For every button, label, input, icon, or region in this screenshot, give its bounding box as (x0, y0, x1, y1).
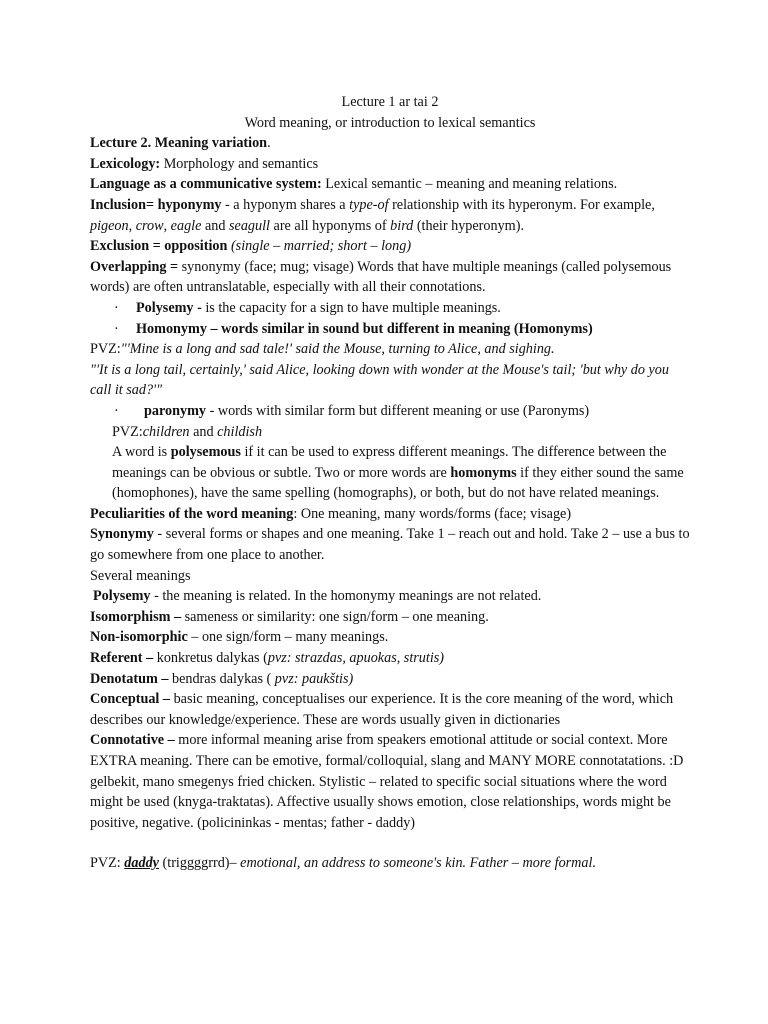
line-non-isomorphic: Non-isomorphic – one sign/form – many meanings. (90, 629, 389, 646)
blank-line (90, 833, 690, 853)
line-several-meanings: Several meanings (90, 567, 191, 584)
line-lecture-2: Lecture 2. Meaning variation. (90, 135, 271, 152)
line-polysemy-related: Polysemy - the meaning is related. In the homonymy meanings are not related. (93, 588, 542, 605)
bullet-dot: · (114, 320, 119, 337)
line-overlapping: Overlapping = synonymy (face; mug; visage) Words that have multiple meanings (called polysemous words) are often untranslatable, especially with all their connotations. (90, 258, 672, 296)
line-denotatum: Denotatum – bendras dalykas ( pvz: paukštis) (90, 670, 354, 687)
line-pvz-children: PVZ:children and childish (112, 423, 263, 440)
line-lexicology: Lexicology: Morphology and semantics (90, 155, 319, 172)
line-inclusion: Inclusion= hyponymy - a hyponym shares a type-of relationship with its hyperonym. For example, pigeon, crow, eagle and seagull are all hyponyms of bird (their hyperonym). (90, 196, 655, 234)
bullet-polysemy: · Polysemy - is the capacity for a sign to have multiple meanings. (90, 298, 690, 319)
line-quote-alice: "'It is a long tail, certainly,' said Alice, looking down with wonder at the Mouse's tail; 'but why do you call it sad?'" (90, 361, 669, 399)
paragraph-connotative: Connotative – more informal meaning arise from speakers emotional attitude or social context. More EXTRA meaning. There can be emotive, formal/colloquial, slang and MANY MORE connotatations. :D gelbekit, mano smegenys fried chicken. Stylistic – related to specific social situations where the word might be used (knyga-traktatas). Affective usually shows emotion, close relationships, words might be positive, negative. (policininkas - mentas; father - daddy) (90, 732, 684, 831)
paragraph-polysemous: A word is polysemous if it can be used to express different meanings. The difference between the meanings can be obvious or subtle. Two or more words are homonyms if they either sound the same (homophones), have the same spelling (homographs), or both, but do not have related meanings. (112, 444, 684, 502)
bullet-paronymy: · paronymy - words with similar form but different meaning or use (Paronyms) (90, 401, 690, 422)
lecture-title: Lecture 1 ar tai 2 (341, 94, 439, 110)
bullet-dot: · (114, 402, 119, 419)
line-referent: Referent – konkretus dalykas (pvz: strazdas, apuokas, strutis) (90, 650, 445, 667)
line-pvz-mouse: PVZ:"'Mine is a long and sad tale!' said the Mouse, turning to Alice, and sighing. (90, 341, 555, 358)
line-exclusion: Exclusion = opposition (single – married; short – long) (90, 238, 412, 255)
lecture-subtitle: Word meaning, or introduction to lexical semantics (244, 114, 536, 131)
line-isomorphism: Isomorphism – sameness or similarity: one sign/form – one meaning. (90, 608, 489, 625)
bullet-homonymy: · Homonymy – words similar in sound but different in meaning (Homonyms) (90, 319, 690, 340)
line-language: Language as a communicative system: Lexical semantic – meaning and meaning relations. (90, 176, 618, 193)
bullet-dot: · (114, 299, 119, 316)
document-page (90, 92, 690, 874)
line-synonymy: Synonymy - several forms or shapes and one meaning. Take 1 – reach out and hold. Take 2 – use a bus to go somewhere from one place to another. (90, 526, 690, 564)
line-pvz-daddy: PVZ: daddy (triggggrrd)– emotional, an address to someone's kin. Father – more formal. (90, 855, 597, 872)
line-conceptual: Conceptual – basic meaning, conceptualises our experience. It is the core meaning of the word, which describes our knowledge/experience. These are words usually given in dictionaries (90, 691, 674, 728)
line-peculiarities: Peculiarities of the word meaning: One meaning, many words/forms (face; visage) (90, 505, 572, 522)
